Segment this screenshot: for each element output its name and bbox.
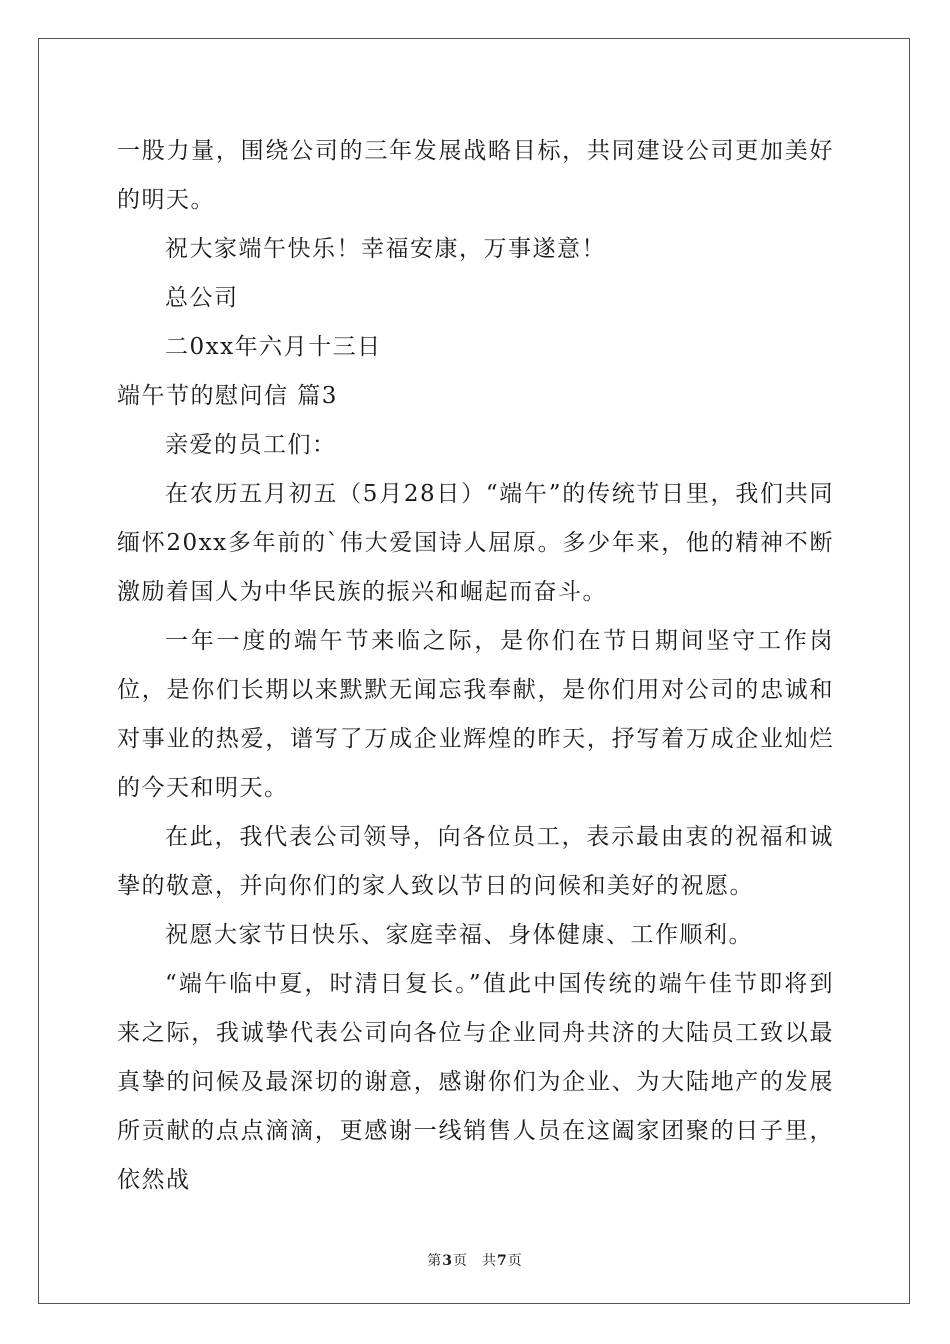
signature-date: 二0xx年六月十三日 [165,334,382,360]
signature-company: 总公司 [165,285,239,311]
total-pages-number: 7 [497,1253,508,1269]
paragraph: “端午临中夏，时清日复长。”值此中国传统的端午佳节即将到来之际，我诚挚代表公司向各位与企业同舟共济的大陆员工致以最真挚的问候及最深切的谢意，感谢你们为企业、为大陆地产的发展所贡献的点点滴滴，更感谢一线销售人员在这阖家团聚的日子里，依然战 [117,971,834,1193]
paragraph: 一股力量，围绕公司的三年发展战略目标，共同建设公司更加美好的明天。 [117,138,834,213]
footer-prefix: 第 [427,1253,443,1269]
paragraph: 在农历五月初五（5月28日）“端午”的传统节日里，我们共同缅怀20xx多年前的`伟大爱国诗人屈原。多少年来，他的精神不断激励着国人为中华民族的振兴和崛起而奋斗。 [117,481,834,605]
document-body [117,127,834,1205]
greeting-wish: 祝大家端午快乐！幸福安康，万事遂意！ [165,236,606,262]
section-heading: 端午节的慰问信 篇3 [117,383,338,409]
footer-total-prefix: 共 [482,1253,497,1269]
paragraph: 在此，我代表公司领导，向各位员工，表示最由衷的祝福和诚挚的敬意，并向你们的家人致以节日的问候和美好的祝愿。 [117,824,834,899]
paragraph: 一年一度的端午节来临之际，是你们在节日期间坚守工作岗位，是你们长期以来默默无闻忘我奉献，是你们用对公司的忠诚和对事业的热爱，谱写了万成企业辉煌的昨天，抒写着万成企业灿烂的今天和明天。 [117,628,834,801]
paragraph: 祝愿大家节日快乐、家庭幸福、身体健康、工作顺利。 [165,922,753,948]
footer-page-word: 页 [453,1253,468,1269]
current-page-number: 3 [442,1253,453,1269]
page-footer [0,1250,950,1270]
footer-total-word: 页 [507,1253,523,1269]
salutation: 亲爱的员工们： [165,432,337,458]
